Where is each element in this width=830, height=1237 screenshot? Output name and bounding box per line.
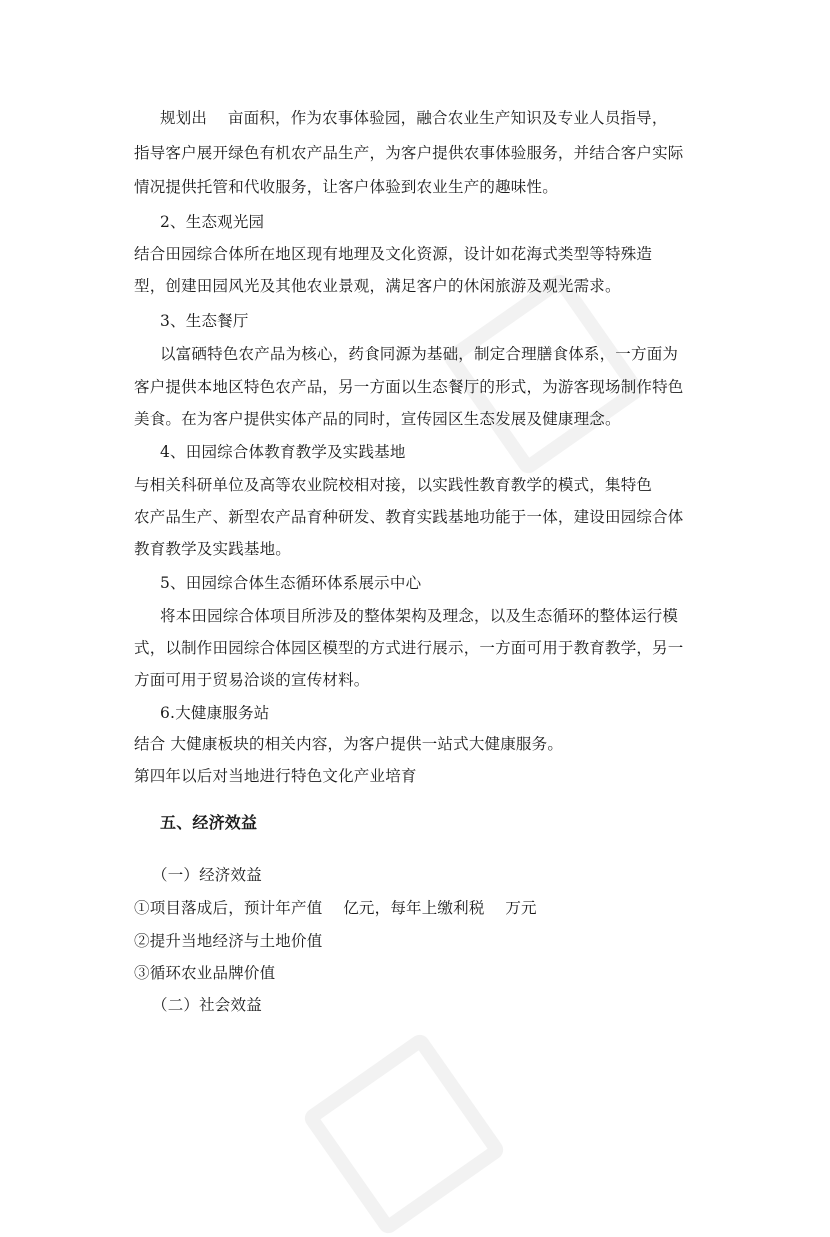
subsection-heading: （一）经济效益	[152, 866, 262, 884]
body-line: 美食。在为客户提供实体产品的同时，宣传园区生态发展及健康理念。	[134, 410, 621, 428]
subheading: 4、田园综合体教育教学及实践基地	[160, 443, 406, 461]
body-line: 指导客户展开绿色有机农产品生产，为客户提供农事体验服务，并结合客户实际	[134, 144, 684, 162]
watermark-logo	[301, 1031, 507, 1237]
body-line: 式，以制作田园综合体园区模型的方式进行展示，一方面可用于教育教学，另一	[134, 639, 684, 657]
body-line: 教育教学及实践基地。	[134, 540, 292, 558]
body-line: 农产品生产、新型农产品育种研发、教育实践基地功能于一体，建设田园综合体	[134, 508, 684, 526]
subheading: 3、生态餐厅	[160, 312, 249, 330]
list-item: ①项目落成后，预计年产值 亿元，每年上缴利税 万元	[134, 899, 537, 917]
body-line: 规划出 亩面积，作为农事体验园，融合农业生产知识及专业人员指导，	[160, 109, 668, 127]
body-line: 与相关科研单位及高等农业院校相对接，以实践性教育教学的模式，集特色	[134, 476, 653, 494]
body-line: 以富硒特色农产品为核心，药食同源为基础，制定合理膳食体系，一方面为	[160, 345, 679, 363]
body-line: 方面可用于贸易洽谈的宣传材料。	[134, 671, 370, 689]
body-line: 将本田园综合体项目所涉及的整体架构及理念，以及生态循环的整体运行模	[160, 607, 679, 625]
body-line: 客户提供本地区特色农产品，另一方面以生态餐厅的形式，为游客现场制作特色	[134, 378, 684, 396]
subheading: 2、生态观光园	[160, 213, 265, 231]
subheading: 5、田园综合体生态循环体系展示中心	[160, 574, 422, 592]
list-item: ②提升当地经济与土地价值	[134, 932, 323, 950]
subsection-heading: （二）社会效益	[152, 996, 262, 1014]
watermark-logo	[441, 271, 647, 477]
body-line: 情况提供托管和代收服务，让客户体验到农业生产的趣味性。	[134, 178, 558, 196]
section-heading: 五、经济效益	[160, 813, 258, 832]
list-item: ③循环农业品牌价值	[134, 964, 276, 982]
subheading: 6.大健康服务站	[160, 704, 270, 722]
body-line: 结合田园综合体所在地区现有地理及文化资源，设计如花海式类型等特殊造	[134, 245, 653, 263]
body-line: 第四年以后对当地进行特色文化产业培育	[134, 767, 417, 785]
body-line: 结合 大健康板块的相关内容，为客户提供一站式大健康服务。	[134, 735, 564, 753]
body-line: 型，创建田园风光及其他农业景观，满足客户的休闲旅游及观光需求。	[134, 277, 621, 295]
